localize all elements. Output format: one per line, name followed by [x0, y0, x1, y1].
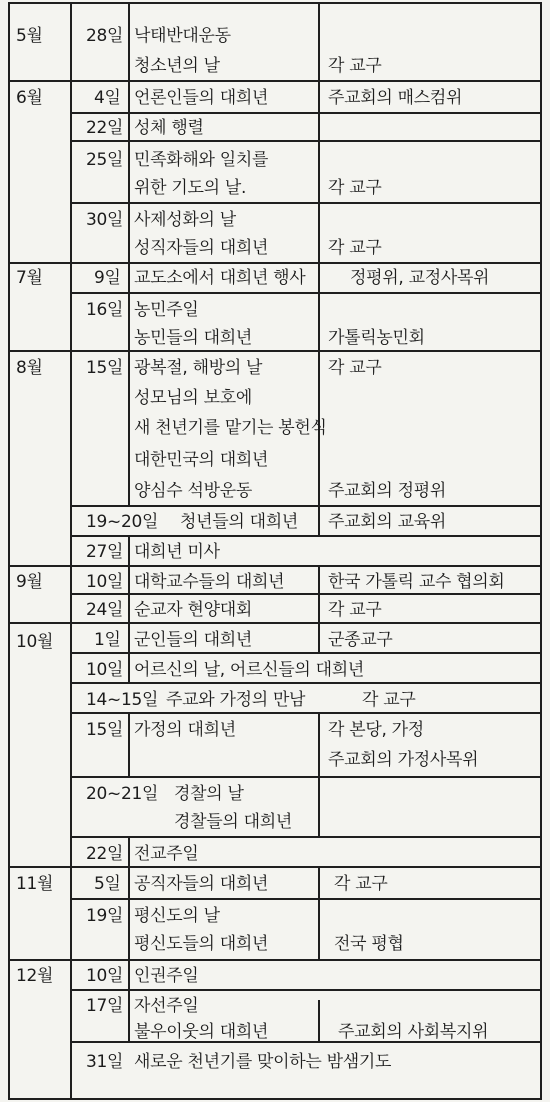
day-row-divider	[70, 535, 542, 537]
day-cell: 10일	[86, 966, 124, 986]
day-cell: 31일	[86, 1052, 124, 1072]
table-right-border	[540, 2, 542, 1100]
day-col-divider	[128, 866, 130, 959]
month-cell: 11월	[16, 874, 54, 894]
day-row-divider	[70, 140, 542, 142]
org-col-divider	[318, 262, 320, 535]
day-row-divider	[70, 202, 542, 204]
day-col-divider	[128, 262, 130, 350]
day-cell: 19일	[86, 906, 124, 926]
event-cell: 경찰의 날	[174, 784, 244, 804]
event-cell: 인권주일	[134, 966, 199, 986]
org-col-divider	[318, 565, 320, 652]
day-cell: 9일	[94, 268, 121, 288]
day-row-divider	[70, 776, 542, 778]
day-cell: 15일	[86, 358, 124, 378]
organizer-cell: 각 교구	[328, 178, 382, 198]
day-cell: 19~20일	[86, 512, 159, 532]
event-cell: 평신도의 날	[134, 906, 220, 926]
org-col-divider	[318, 2, 320, 262]
day-row-divider	[70, 898, 542, 900]
organizer-cell: 정평위, 교정사목위	[350, 268, 490, 288]
organizer-cell: 주교회의 사회복지위	[338, 1022, 489, 1042]
event-cell: 어르신의 날, 어르신들의 대희년	[134, 660, 365, 680]
event-cell: 자선주일	[134, 996, 199, 1016]
day-cell: 20~21일	[86, 784, 159, 804]
day-cell: 27일	[86, 542, 124, 562]
month-row-divider	[8, 959, 542, 961]
month-cell: 9월	[16, 572, 43, 592]
day-col-divider	[128, 535, 130, 565]
day-cell: 5일	[94, 874, 121, 894]
day-cell: 22일	[86, 844, 124, 864]
event-cell: 교도소에서 대희년 행사	[134, 268, 306, 288]
month-row-divider	[8, 622, 542, 624]
event-cell: 광복절, 해방의 날	[134, 358, 263, 378]
day-row-divider	[70, 112, 542, 114]
day-row-divider	[70, 505, 542, 507]
month-cell: 12월	[16, 966, 54, 986]
month-row-divider	[8, 262, 542, 264]
organizer-cell: 각 교구	[328, 238, 382, 258]
event-cell: 양심수 석방운동	[134, 481, 252, 501]
month-row-divider	[8, 350, 542, 352]
day-row-divider	[70, 652, 542, 654]
day-row-divider	[70, 836, 542, 838]
day-cell: 17일	[86, 996, 124, 1016]
organizer-cell: 각 교구	[328, 600, 382, 620]
day-col-divider	[128, 712, 130, 776]
event-cell: 가정의 대희년	[134, 720, 236, 740]
day-cell: 4일	[94, 88, 121, 108]
organizer-cell: 주교회의 교육위	[328, 512, 446, 532]
month-row-divider	[8, 565, 542, 567]
day-cell: 10일	[86, 572, 124, 592]
event-cell: 대학교수들의 대희년	[134, 572, 285, 592]
event-cell: 공직자들의 대희년	[134, 874, 269, 894]
event-cell: 새로운 천년기를 맞이하는 밤샘기도	[134, 1052, 392, 1072]
event-cell: 주교와 가정의 만남	[166, 690, 306, 710]
month-row-divider	[8, 866, 542, 868]
event-cell: 청년들의 대희년	[180, 512, 298, 532]
day-cell: 1일	[94, 630, 121, 650]
organizer-cell: 주교회의 정평위	[328, 481, 446, 501]
month-row-divider	[8, 80, 542, 82]
month-cell: 6월	[16, 88, 43, 108]
month-cell: 7월	[16, 268, 43, 288]
event-cell: 농민들의 대희년	[134, 328, 252, 348]
event-cell: 낙태반대운동	[134, 26, 231, 46]
table-left-border	[8, 2, 10, 1100]
organizer-cell: 주교회의 가정사목위	[328, 750, 479, 770]
day-cell: 25일	[86, 150, 124, 170]
event-cell: 대한민국의 대희년	[134, 450, 269, 470]
table-top-border	[8, 2, 542, 4]
org-col-divider	[318, 866, 320, 959]
organizer-cell: 각 교구	[362, 690, 416, 710]
day-row-divider	[70, 989, 542, 991]
day-col-divider	[128, 836, 130, 866]
organizer-cell: 한국 가톨릭 교수 협의회	[328, 572, 505, 592]
organizer-cell: 각 교구	[334, 874, 388, 894]
event-cell: 불우이웃의 대희년	[134, 1022, 269, 1042]
month-cell: 10월	[16, 632, 54, 652]
day-col-divider	[128, 959, 130, 1041]
month-cell: 8월	[16, 358, 43, 378]
organizer-cell: 각 교구	[328, 56, 382, 76]
organizer-cell: 각 교구	[328, 358, 382, 378]
table-bottom-border	[8, 1098, 542, 1100]
day-cell: 14~15일	[86, 690, 159, 710]
day-cell: 10일	[86, 660, 124, 680]
day-cell: 30일	[86, 210, 124, 230]
event-cell: 언론인들의 대희년	[134, 88, 269, 108]
event-cell: 전교주일	[134, 844, 199, 864]
organizer-cell: 주교회의 매스컴위	[328, 88, 463, 108]
org-col-divider	[318, 1000, 320, 1041]
day-cell: 24일	[86, 600, 124, 620]
day-row-divider	[70, 593, 542, 595]
event-cell: 사제성화의 날	[134, 210, 236, 230]
month-col-divider	[70, 2, 72, 1098]
day-row-divider	[70, 292, 542, 294]
day-col-divider	[128, 350, 130, 505]
day-cell: 15일	[86, 720, 124, 740]
event-cell: 경찰들의 대희년	[174, 812, 292, 832]
org-col-divider	[318, 712, 320, 836]
event-cell: 평신도들의 대희년	[134, 934, 269, 954]
event-cell: 대희년 미사	[134, 542, 220, 562]
organizer-cell: 가톨릭농민회	[328, 328, 425, 348]
event-cell: 성모님의 보호에	[134, 388, 252, 408]
day-row-divider	[70, 682, 542, 684]
event-cell: 위한 기도의 날.	[134, 178, 247, 198]
day-cell: 22일	[86, 118, 124, 138]
day-row-divider	[70, 712, 542, 714]
event-cell: 농민주일	[134, 300, 199, 320]
organizer-cell: 전국 평협	[334, 934, 404, 954]
month-cell: 5월	[16, 26, 43, 46]
day-cell: 16일	[86, 300, 124, 320]
event-cell: 순교자 현양대회	[134, 600, 252, 620]
event-cell: 민족화해와 일치를	[134, 150, 269, 170]
organizer-cell: 각 본당, 가정	[328, 720, 424, 740]
event-cell: 청소년의 날	[134, 56, 220, 76]
event-cell: 새 천년기를 맡기는 봉헌식	[134, 418, 327, 438]
day-cell: 28일	[86, 26, 124, 46]
event-cell: 성체 행렬	[134, 118, 204, 138]
event-cell: 군인들의 대희년	[134, 630, 252, 650]
event-cell: 성직자들의 대희년	[134, 238, 269, 258]
organizer-cell: 군종교구	[328, 630, 393, 650]
day-col-divider	[128, 2, 130, 262]
